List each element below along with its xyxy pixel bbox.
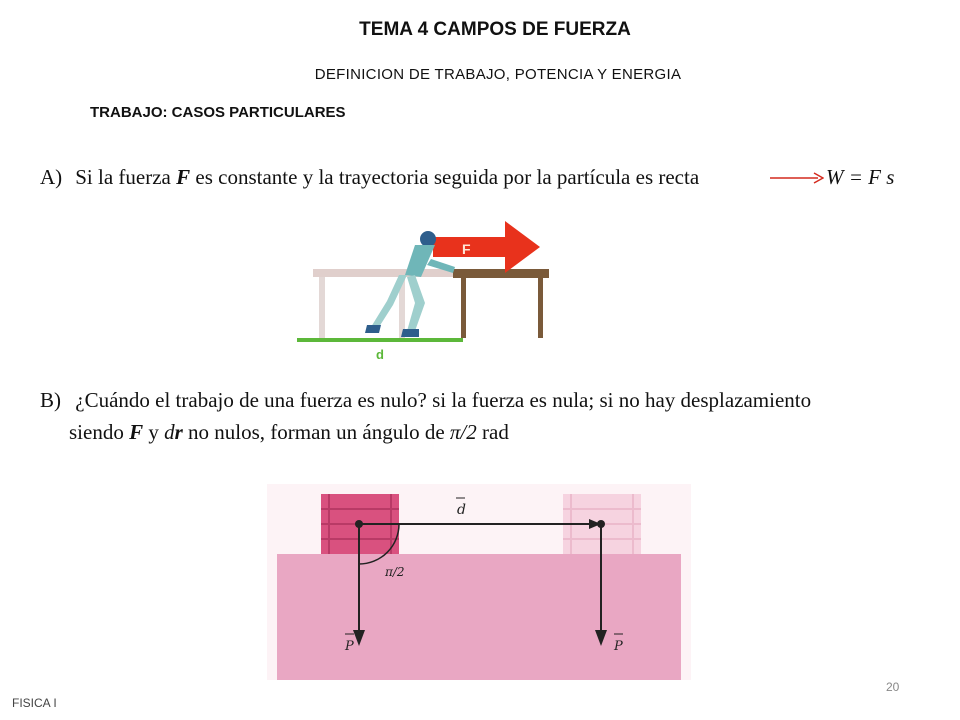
case-b-text-c: no nulos, forman un ángulo de — [188, 420, 445, 444]
case-b-unit: rad — [482, 420, 509, 444]
case-a-text-1: Si la fuerza — [75, 165, 171, 189]
case-a-marker: A) — [40, 165, 63, 189]
displacement-vector-label: d — [457, 502, 466, 518]
page-number: 20 — [886, 680, 900, 694]
case-b-line-1 — [40, 388, 811, 413]
table-end — [453, 269, 549, 338]
figure-pushing-table — [295, 215, 555, 365]
case-b-text-b: y — [148, 420, 159, 444]
angle-label: π/2 — [385, 565, 405, 579]
case-b-text-a: siendo — [69, 420, 124, 444]
case-b-dr-r: r — [174, 420, 183, 444]
surface — [277, 554, 681, 680]
slide-subtitle: DEFINICION DE TRABAJO, POTENCIA Y ENERGIA — [314, 66, 682, 83]
case-b-question: ¿Cuándo el trabajo de una fuerza es nulo? si la fuerza es nula; si no hay desplazamiento — [75, 388, 812, 412]
weight-label-left: P — [345, 639, 354, 654]
case-a-statement — [40, 165, 699, 190]
figure-perpendicular-force — [267, 484, 691, 680]
case-b-marker: B) — [40, 388, 61, 412]
case-b-line-2 — [69, 420, 509, 445]
implies-arrow-icon — [770, 168, 824, 188]
displacement-label: d — [376, 347, 384, 362]
case-b-dr-d: d — [164, 420, 175, 444]
work-formula: W = F s — [826, 165, 895, 189]
course-label: FISICA I — [12, 696, 57, 710]
section-heading: TRABAJO: CASOS PARTICULARES — [90, 104, 346, 121]
case-b-angle: π/2 — [449, 420, 477, 444]
case-a-text-2: es constante y la trayectoria seguida por la partícula es recta — [195, 165, 700, 189]
force-label: F — [462, 241, 471, 257]
case-b-force-symbol: F — [129, 420, 144, 444]
slide-title: TEMA 4 CAMPOS DE FUERZA — [359, 19, 631, 40]
weight-label-right: P — [614, 639, 623, 654]
case-a-force-symbol: F — [176, 165, 191, 189]
